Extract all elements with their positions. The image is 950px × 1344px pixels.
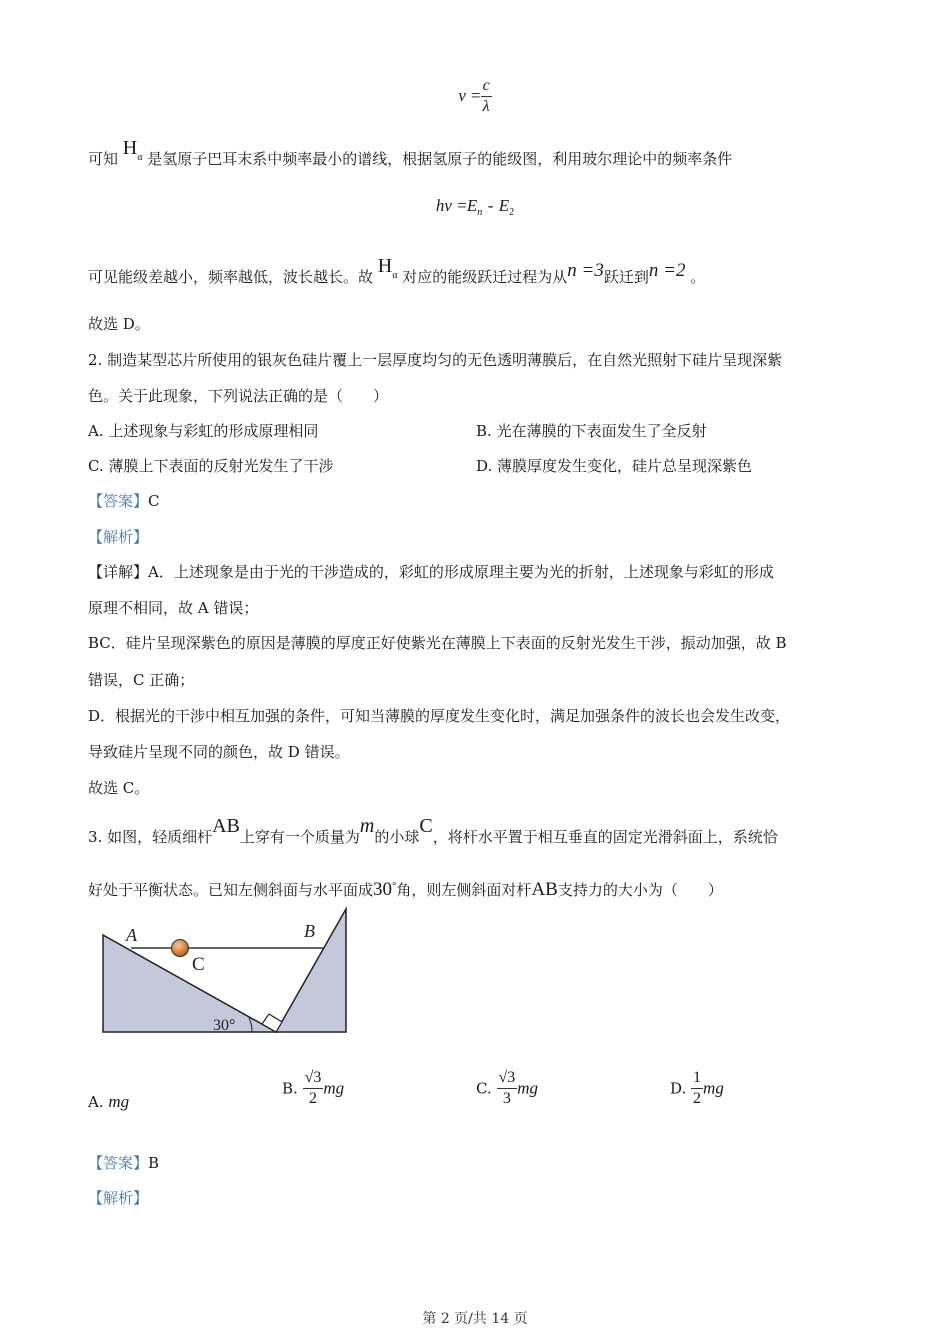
formula-e2-sub: 2 [509, 207, 515, 218]
answer-value: B [148, 1154, 160, 1172]
q2-option-b [476, 421, 707, 441]
formula-eq: = [470, 86, 481, 105]
fraction-numerator: c [481, 76, 492, 97]
q2-conclusion: 故选 C。 [88, 779, 150, 797]
formula-frequency [0, 76, 950, 117]
q2-answer [88, 491, 160, 511]
degree-symbol: ° [392, 880, 397, 892]
text: 对应的能级跃迁过程为从 [402, 268, 568, 286]
left-incline [103, 935, 276, 1032]
symbol-h: H [377, 255, 393, 277]
option-text: 上述现象与彩虹的形成原理相同 [108, 422, 319, 440]
symbol-h: H [122, 137, 138, 159]
fraction-numerator: 1 [691, 1068, 703, 1089]
label-c: C [192, 954, 205, 975]
text: 可见能级差越小，频率越低，波长越长。故 [88, 268, 374, 286]
detail-label: 【详解】 [88, 563, 149, 581]
answer-label: 【答案】 [88, 492, 149, 510]
text: 3. 如图，轻质细杆 [88, 828, 213, 846]
q2-detail-line3: BC．硅片呈现深紫色的原因是薄膜的厚度正好使紫光在薄膜上下表面的反射光发生干涉，振动加强，故 B [88, 634, 787, 652]
fraction-numerator: √3 [497, 1068, 518, 1089]
q2-detail-line2: 原理不相同，故 A 错误； [88, 599, 259, 617]
q3-option-c [476, 1068, 538, 1109]
text: 可知 [88, 150, 119, 168]
symbol-alpha: α [137, 152, 143, 163]
option-label: B. [476, 422, 492, 440]
formula-en: E [466, 196, 478, 215]
q2-detail-line4: 错误，C 正确； [88, 671, 195, 689]
q2-option-a [88, 421, 318, 441]
rod-symbol: AB [212, 815, 240, 837]
option-value: mg [703, 1078, 724, 1098]
option-text: 光在薄膜的下表面发生了全反射 [496, 422, 707, 440]
label-b: B [304, 921, 315, 941]
ball-c [172, 940, 189, 957]
option-value: mg [517, 1078, 539, 1098]
rod-symbol: AB [531, 879, 558, 900]
formula-bohr [0, 196, 950, 216]
text: 是氢原子巴耳末系中频率最小的谱线，根据氢原子的能级图，利用玻尔理论中的频率条件 [147, 150, 733, 168]
q2-option-c [88, 456, 334, 476]
option-label: C. [476, 1079, 492, 1098]
q2-stem-line2: 色。关于此现象，下列说法正确的是（ ） [88, 387, 389, 405]
option-label: A. [88, 1093, 104, 1111]
text: ，将杆水平置于相互垂直的固定光滑斜面上，系统恰 [432, 828, 778, 846]
q3-stem-line1 [88, 815, 778, 847]
q3-option-d [670, 1068, 724, 1109]
option-text: 薄膜厚度发生变化，硅片总呈现深紫色 [497, 457, 753, 475]
mass-symbol: m [359, 815, 375, 837]
option-label: B. [282, 1079, 298, 1098]
q3-answer [88, 1153, 159, 1173]
fraction [497, 1068, 518, 1109]
q2-analysis [88, 527, 148, 547]
fraction-denominator: 2 [693, 1090, 702, 1107]
paragraph-2 [88, 255, 706, 290]
option-label: C. [88, 457, 104, 475]
option-value: mg [108, 1092, 130, 1111]
page-footer: 第 2 页/共 14 页 [422, 1311, 528, 1327]
answer-value: C [148, 492, 160, 510]
text: 好处于平衡状态。已知左侧斜面与水平面成 [88, 881, 374, 899]
text: A．上述现象是由于光的干涉造成的，彩虹的形成原理主要为光的折射，上述现象与彩虹的形成 [148, 563, 774, 581]
formula-minus: - [487, 196, 494, 215]
fraction [691, 1068, 703, 1109]
option-label: D. [476, 457, 493, 475]
fraction-denominator: 3 [502, 1090, 511, 1107]
option-value: mg [323, 1078, 345, 1098]
text: 的小球 [374, 828, 420, 846]
option-text: 薄膜上下表面的反射光发生了干涉 [108, 457, 334, 475]
q2-stem-line1: 2. 制造某型芯片所使用的银灰色硅片覆上一层厚度均匀的无色透明薄膜后，在自然光照射下硅片呈现深紫 [88, 351, 783, 369]
q3-stem-line2 [88, 876, 723, 900]
q2-detail-line5: D．根据光的干涉中相互加强的条件，可知当薄膜的厚度发生变化时，满足加强条件的波长也会发生改变， [88, 707, 791, 725]
level-n2: n =2 [648, 260, 686, 281]
text: 跃迁到 [603, 268, 649, 286]
text: 支持力的大小为（ ） [557, 881, 723, 899]
option-label: A. [88, 422, 104, 440]
fraction-denominator: λ [482, 98, 490, 115]
fraction-numerator: √3 [303, 1068, 324, 1089]
text: 上穿有一个质量为 [239, 828, 360, 846]
answer-label: 【答案】 [88, 1154, 149, 1172]
level-n3: n =3 [567, 260, 604, 281]
symbol-alpha: α [392, 270, 398, 281]
fraction [481, 76, 492, 117]
fraction-denominator: 2 [308, 1090, 317, 1107]
q3-option-b [282, 1068, 344, 1109]
analysis-label: 【解析】 [88, 1189, 149, 1207]
angle-label: 30° [213, 1017, 236, 1034]
q3-analysis [88, 1188, 148, 1208]
ball-symbol: C [419, 815, 433, 837]
q2-option-d [476, 456, 752, 476]
text: 角，则左侧斜面对杆 [396, 881, 532, 899]
analysis-label: 【解析】 [88, 528, 149, 546]
angle-value: 30 [373, 879, 393, 900]
q3-option-a [88, 1092, 129, 1112]
incline-figure [96, 904, 352, 1036]
formula-en-sub: n [477, 207, 483, 218]
fraction [303, 1068, 324, 1109]
text: 。 [690, 268, 706, 286]
q2-detail-line1 [88, 562, 774, 582]
formula-nu: ν [458, 86, 466, 105]
paragraph-1 [88, 137, 733, 172]
q2-detail-line6: 导致硅片呈现不同的颜色，故 D 错误。 [88, 743, 350, 761]
formula-e2: E [498, 196, 510, 215]
q1-conclusion: 故选 D。 [88, 315, 150, 333]
formula-eq: = [457, 196, 467, 215]
formula-hnu: hν [435, 196, 452, 215]
option-label: D. [670, 1079, 687, 1098]
label-a: A [126, 925, 137, 945]
